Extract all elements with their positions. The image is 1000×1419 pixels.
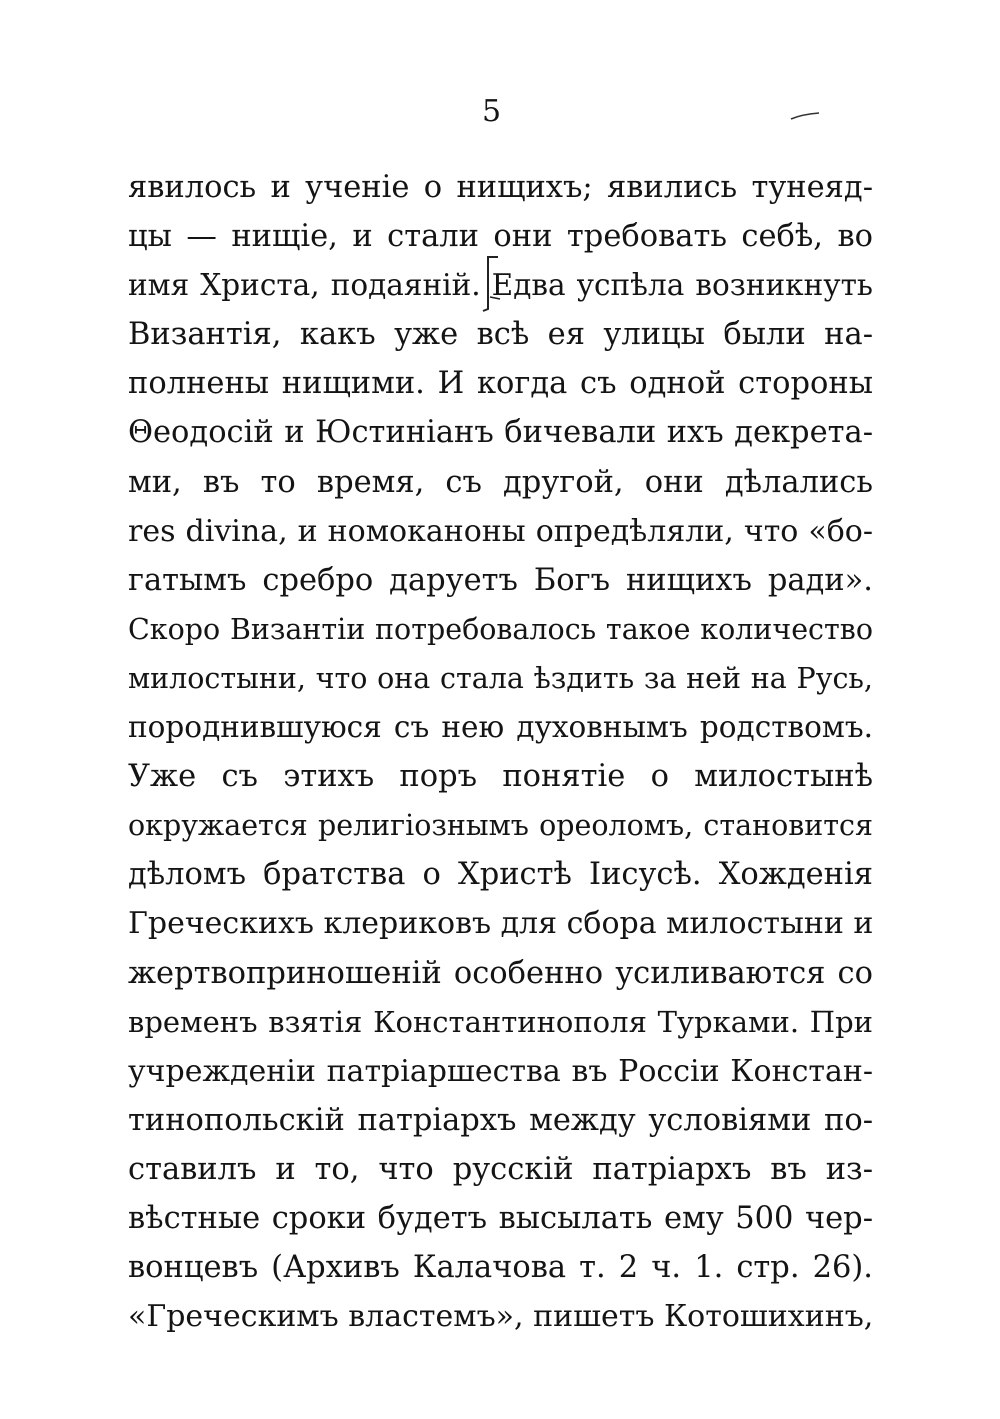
text-line: цы — нищіе, и стали они требовать себѣ, во	[128, 219, 873, 255]
text-line: тинопольскій патріархъ между условіями по-	[128, 1102, 873, 1138]
text-line: породнившуюся съ нею духовнымъ родствомъ.	[128, 710, 873, 745]
text-line: временъ взятія Константинополя Турками. При	[128, 1004, 873, 1039]
text-line: Греческихъ клериковъ для сбора милостыни и	[128, 906, 874, 942]
text-line: Скоро Византіи потребовалось такое количество	[128, 612, 873, 646]
text-line: явилось и ученіе о нищихъ; явились тунеяд-	[128, 170, 873, 205]
text-line: имя Христа, подаяній. Едва успѣла возникнуть	[128, 268, 873, 303]
text-line: Уже съ этихъ поръ понятіе о милостынѣ	[128, 759, 873, 795]
text-line: «Греческимъ властемъ», пишетъ Котошихинъ,	[128, 1299, 874, 1335]
corner-pencil-mark	[790, 108, 820, 122]
text-line: милостыни, что она стала ѣздить за ней на Русь,	[128, 661, 873, 695]
text-body	[128, 163, 873, 1341]
text-line: ставилъ и то, что русскій патріархъ въ из-	[128, 1151, 873, 1187]
text-line: ми, въ то время, съ другой, они дѣлались	[128, 464, 873, 500]
page-number: 5	[482, 94, 502, 129]
text-line: вѣстные сроки будетъ высылать ему 500 чер-	[128, 1200, 873, 1236]
text-line: гатымъ сребро даруетъ Богъ нищихъ ради».	[128, 562, 873, 598]
text-line: Византія, какъ уже всѣ ея улицы были на-	[128, 317, 873, 353]
text-line: окружается религіознымъ ореоломъ, становится	[128, 809, 873, 843]
text-line: Θеодосій и Юстиніанъ бичевали ихъ декрета-	[128, 415, 873, 451]
text-line: вонцевъ (Архивъ Калачова т. 2 ч. 1. стр. 26).	[128, 1250, 873, 1286]
text-line: учрежденіи патріаршества въ Россіи Констан-	[128, 1053, 873, 1089]
text-line: дѣломъ братства о Христѣ Іисусѣ. Хожденія	[128, 857, 873, 893]
text-line: жертвоприношеній особенно усиливаются со	[128, 955, 873, 991]
text-line: res divina, и номоканоны опредѣляли, что «бо-	[128, 513, 873, 549]
text-line: полнены нищими. И когда съ одной стороны	[128, 366, 873, 402]
